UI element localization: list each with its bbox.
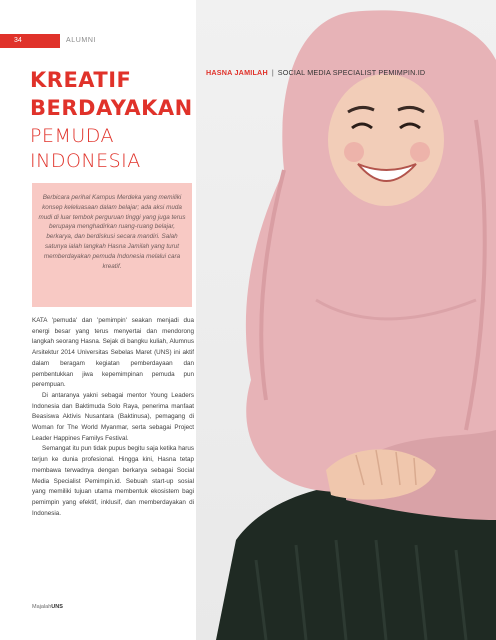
headline-line-2: BERDAYAKAN (30, 96, 193, 120)
byline-name: HASNA JAMILAH (206, 68, 268, 77)
page-number: 34 (14, 37, 22, 44)
section-label: ALUMNI (66, 37, 97, 44)
body-paragraph: Semangat itu pun tidak pupus begitu saja ketika harus terjun ke dunia profesional. Hingga kini, Hasna tetap membawa terwadnya dengan berkarya sebagai Social Media Specialist Pemimpin.id. Sebuah start-up sosial yang memiliki tujuan utama membentuk ekosistem bagi pemimpin yang efektif, inklusif, dan memberdayakan di Indonesia. (32, 445, 194, 517)
footer-brand: UNS (51, 604, 63, 610)
body-paragraph: KATA 'pemuda' dan 'pemimpin' seakan menjadi dua energi besar yang terus menyertai dan mendorong langkah seorang Hasna. Sejak di bangku kuliah, Alumnus Arsitektur 2014 Universitas Sebelas Maret (UNS) ini aktif dalam beragam kegiatan pemberdayaan dan pembentukkan jiwa kepemimpinan pemuda pun perempuan. (32, 317, 194, 389)
page-number-tab (0, 34, 60, 48)
portrait-photo (196, 0, 496, 640)
headline-line-3: PEMUDA (30, 125, 115, 147)
headline-line-1: KREATIF (30, 68, 132, 92)
headline-line-4: INDONESIA (30, 150, 141, 172)
footer-prefix: Majalah (32, 604, 52, 610)
magazine-footer (32, 603, 63, 611)
byline-separator: | (271, 68, 274, 77)
byline (206, 68, 425, 78)
article-body (32, 316, 194, 519)
portrait-illustration (196, 0, 496, 640)
body-paragraph: Di antaranya yakni sebagai mentor Young Leaders Indonesia dan Baktimuda Solo Raya, penerima manfaat Beasiswa Aktivis Nusantara (Baktinusa), pemagang di Woman for The World Myanmar, serta sebagai Project Leader Happines Familys Festival. (32, 391, 194, 442)
lead-text: Berbicara perihal Kampus Merdeka yang memiliki konsep keleluasaan dalam belajar; ada aksi muda mudi di luar tembok perguruan tinggi yang juga terus berupaya menghadirkan ruang-ruang belajar, berkarya, dan berdiskusi secara mandiri. Salah satunya ialah langkah Hasna Jamilah yang turut memberdayakan pemuda Indonesia melalui cara kreatif. (38, 194, 186, 270)
byline-role: SOCIAL MEDIA SPECIALIST PEMIMPIN.ID (277, 68, 426, 77)
